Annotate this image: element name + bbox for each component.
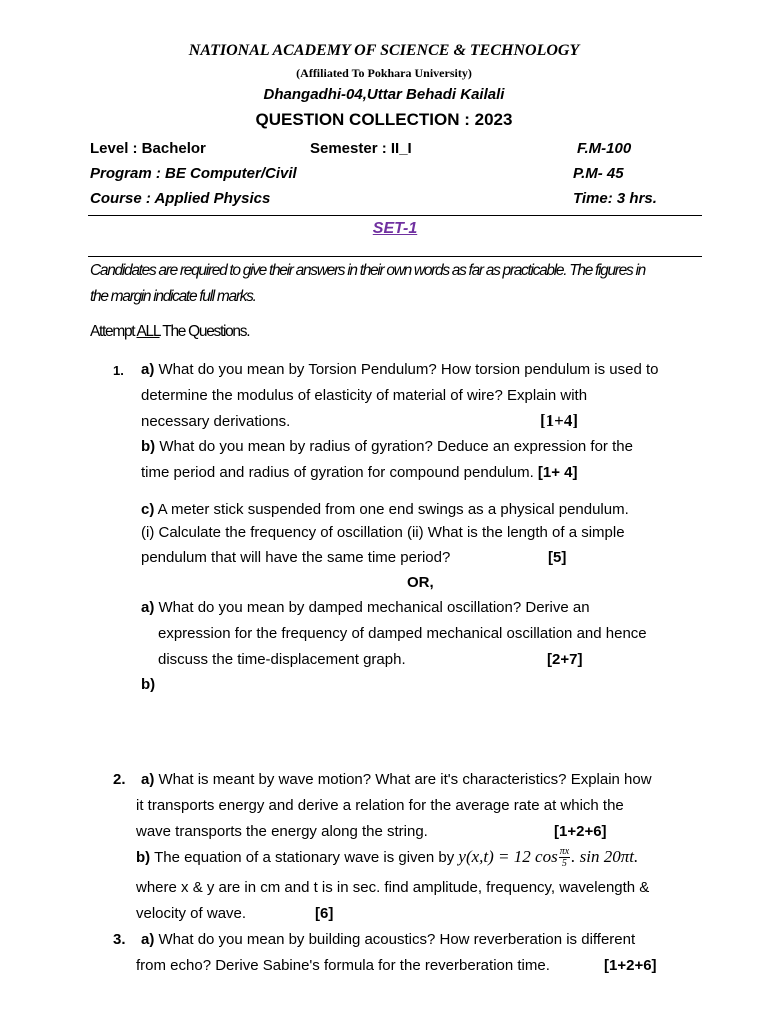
q2b-marks: [6] — [315, 905, 334, 922]
q1-or-a-line2: expression for the frequency of damped mechanical oscillation and hence — [158, 625, 647, 642]
or-separator: OR, — [407, 574, 434, 591]
set-label: SET-1 — [372, 220, 418, 237]
wave-equation: y(x,t) = 12 cos — [458, 847, 558, 866]
equation-fraction: $\frac{\pi x}{5}$ — [559, 845, 570, 869]
time-label: Time: 3 hrs. — [573, 190, 657, 207]
affiliation: (Affiliated To Pokhara University) — [296, 66, 472, 80]
divider-bottom — [88, 256, 702, 257]
q2b-line1: b) The equation of a stationary wave is given by y(x,t) = 12 cos $\frac{\pi x}{5}$ . sin 20πt. — [136, 845, 639, 869]
instructions-line1: Candidates are required to give their answers in their own words as far as practicable. The figures in — [90, 262, 645, 279]
pass-marks: P.M- 45 — [573, 165, 624, 182]
q1a-line1: a) What do you mean by Torsion Pendulum? How torsion pendulum is used to — [141, 361, 659, 378]
full-marks: F.M-100 — [577, 140, 632, 157]
q1-or-a-marks: [2+7] — [547, 651, 583, 668]
q1b-line1: b) What do you mean by radius of gyration? Deduce an expression for the — [141, 438, 633, 455]
q1c-line2: (i) Calculate the frequency of oscillation (ii) What is the length of a simple — [141, 524, 625, 541]
q2b-line3: velocity of wave. — [136, 905, 247, 922]
q1a-line3: necessary derivations. — [141, 413, 291, 430]
q1c-line3: pendulum that will have the same time period? — [141, 549, 451, 566]
question-number: 2. — [113, 771, 126, 788]
q3a-marks: [1+2+6] — [604, 957, 657, 974]
course-label: Course : Applied Physics — [90, 190, 271, 207]
q1c-marks: [5] — [548, 549, 567, 566]
divider-top — [88, 215, 702, 216]
q1-or-b-label: b) — [141, 676, 156, 693]
address: Dhangadhi-04,Uttar Behadi Kailali — [263, 86, 505, 103]
q2a-line3: wave transports the energy along the string. — [136, 823, 428, 840]
question-number: 1. — [113, 363, 124, 378]
q2a-marks: [1+2+6] — [554, 823, 607, 840]
level-label: Level : Bachelor — [90, 140, 206, 157]
question-number: 3. — [113, 931, 126, 948]
institution-name: NATIONAL ACADEMY OF SCIENCE & TECHNOLOGY — [188, 42, 580, 59]
q1-or-a-line3: discuss the time-displacement graph. — [158, 651, 406, 668]
semester-label: Semester : II_I — [310, 140, 412, 157]
q1b-line2: time period and radius of gyration for compound pendulum. [1+ 4] — [141, 464, 578, 481]
q1-or-a-line1: a) What do you mean by damped mechanical oscillation? Derive an — [141, 599, 590, 616]
page-title: QUESTION COLLECTION : 2023 — [255, 110, 513, 129]
q2b-line2: where x & y are in cm and t is in sec. find amplitude, frequency, wavelength & — [136, 879, 650, 896]
program-label: Program : BE Computer/Civil — [90, 165, 297, 182]
instructions-line2: the margin indicate full marks. — [90, 288, 256, 305]
attempt-instruction: Attempt ALL The Questions. — [90, 323, 250, 340]
q3a-line1: a) What do you mean by building acoustics? How reverberation is different — [141, 931, 636, 948]
q1a-line2: determine the modulus of elasticity of material of wire? Explain with — [141, 387, 588, 404]
q3a-line2: from echo? Derive Sabine's formula for the reverberation time. — [136, 957, 550, 974]
q1a-marks: [1+4] — [540, 411, 579, 430]
q2a-line2: it transports energy and derive a relation for the average rate at which the — [136, 797, 624, 814]
q1c-line1: c) A meter stick suspended from one end swings as a physical pendulum. — [141, 501, 629, 518]
q2a-line1: a) What is meant by wave motion? What are it's characteristics? Explain how — [141, 771, 652, 788]
